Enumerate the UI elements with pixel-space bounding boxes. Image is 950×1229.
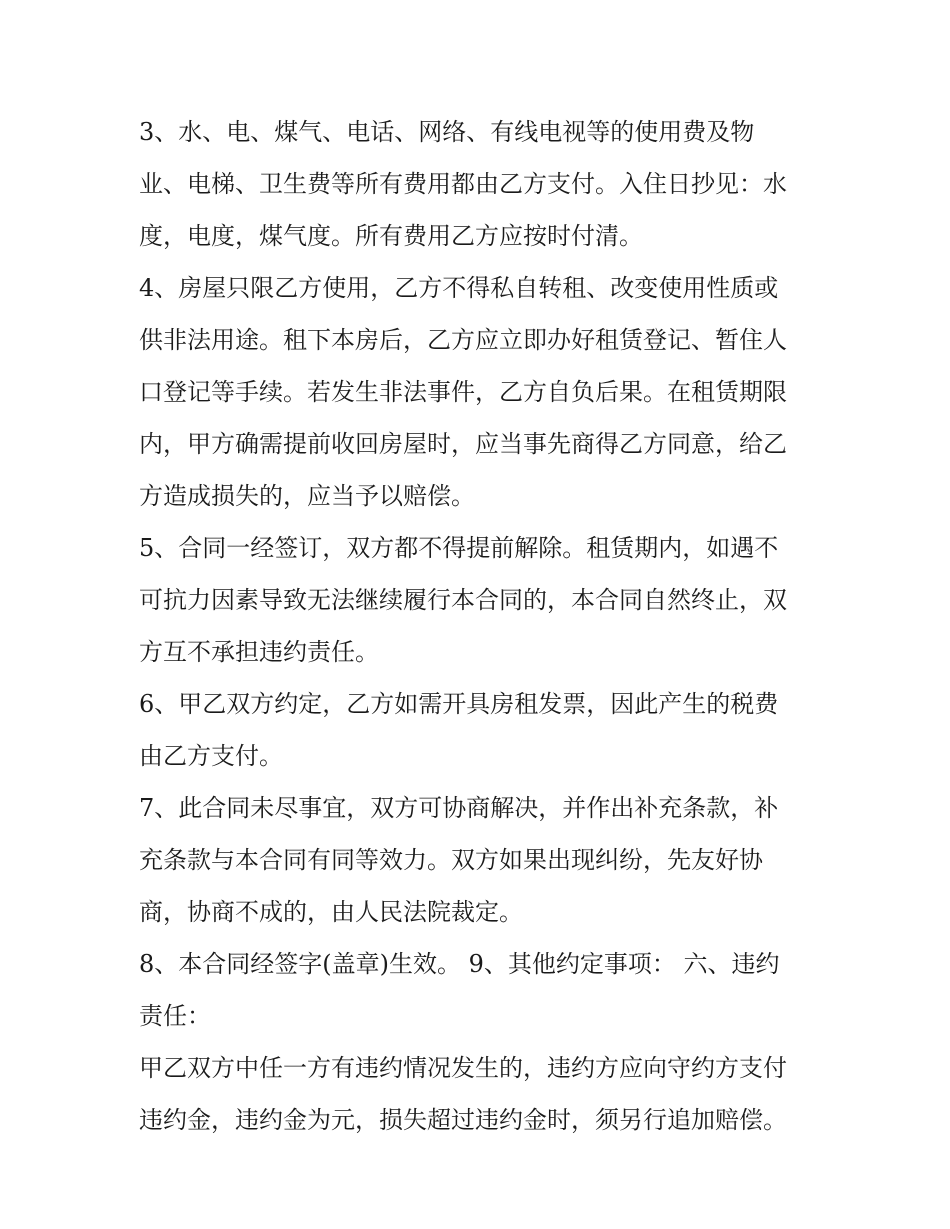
text-line: 内，甲方确需提前收回房屋时，应当事先商得乙方同意，给乙 [139,430,787,458]
text-line: 商，协商不成的，由人民法院裁定。 [139,898,523,926]
text-line: 责任： [139,1002,211,1030]
text-line: 方互不承担违约责任。 [139,638,379,666]
text-line: 8、本合同经签字(盖章)生效。 9、其他约定事项： 六、违约 [139,950,780,978]
text-line: 业、电梯、卫生费等所有费用都由乙方支付。入住日抄见：水 [139,170,787,198]
text-line: 口登记等手续。若发生非法事件，乙方自负后果。在租赁期限 [139,378,787,406]
text-line: 4、房屋只限乙方使用，乙方不得私自转租、改变使用性质或 [139,274,779,302]
text-line: 6、甲乙双方约定，乙方如需开具房租发票，因此产生的税费 [139,690,779,718]
text-line: 充条款与本合同有同等效力。双方如果出现纠纷，先友好协 [139,846,763,874]
text-line: 由乙方支付。 [139,742,283,770]
text-line: 7、此合同未尽事宜，双方可协商解决，并作出补充条款，补 [139,794,779,822]
text-line: 方造成损失的，应当予以赔偿。 [139,482,475,510]
text-line: 供非法用途。租下本房后，乙方应立即办好租赁登记、暂住人 [139,326,787,354]
text-line: 甲乙双方中任一方有违约情况发生的，违约方应向守约方支付 [139,1054,787,1082]
text-line: 3、水、电、煤气、电话、网络、有线电视等的使用费及物 [139,118,755,146]
text-line: 可抗力因素导致无法继续履行本合同的，本合同自然终止，双 [139,586,787,614]
text-line: 5、合同一经签订，双方都不得提前解除。租赁期内，如遇不 [139,534,779,562]
document-body [139,106,829,1146]
text-line: 违约金，违约金为元，损失超过违约金时，须另行追加赔偿。 [139,1106,787,1134]
text-line: 度，电度，煤气度。所有费用乙方应按时付清。 [139,222,643,250]
